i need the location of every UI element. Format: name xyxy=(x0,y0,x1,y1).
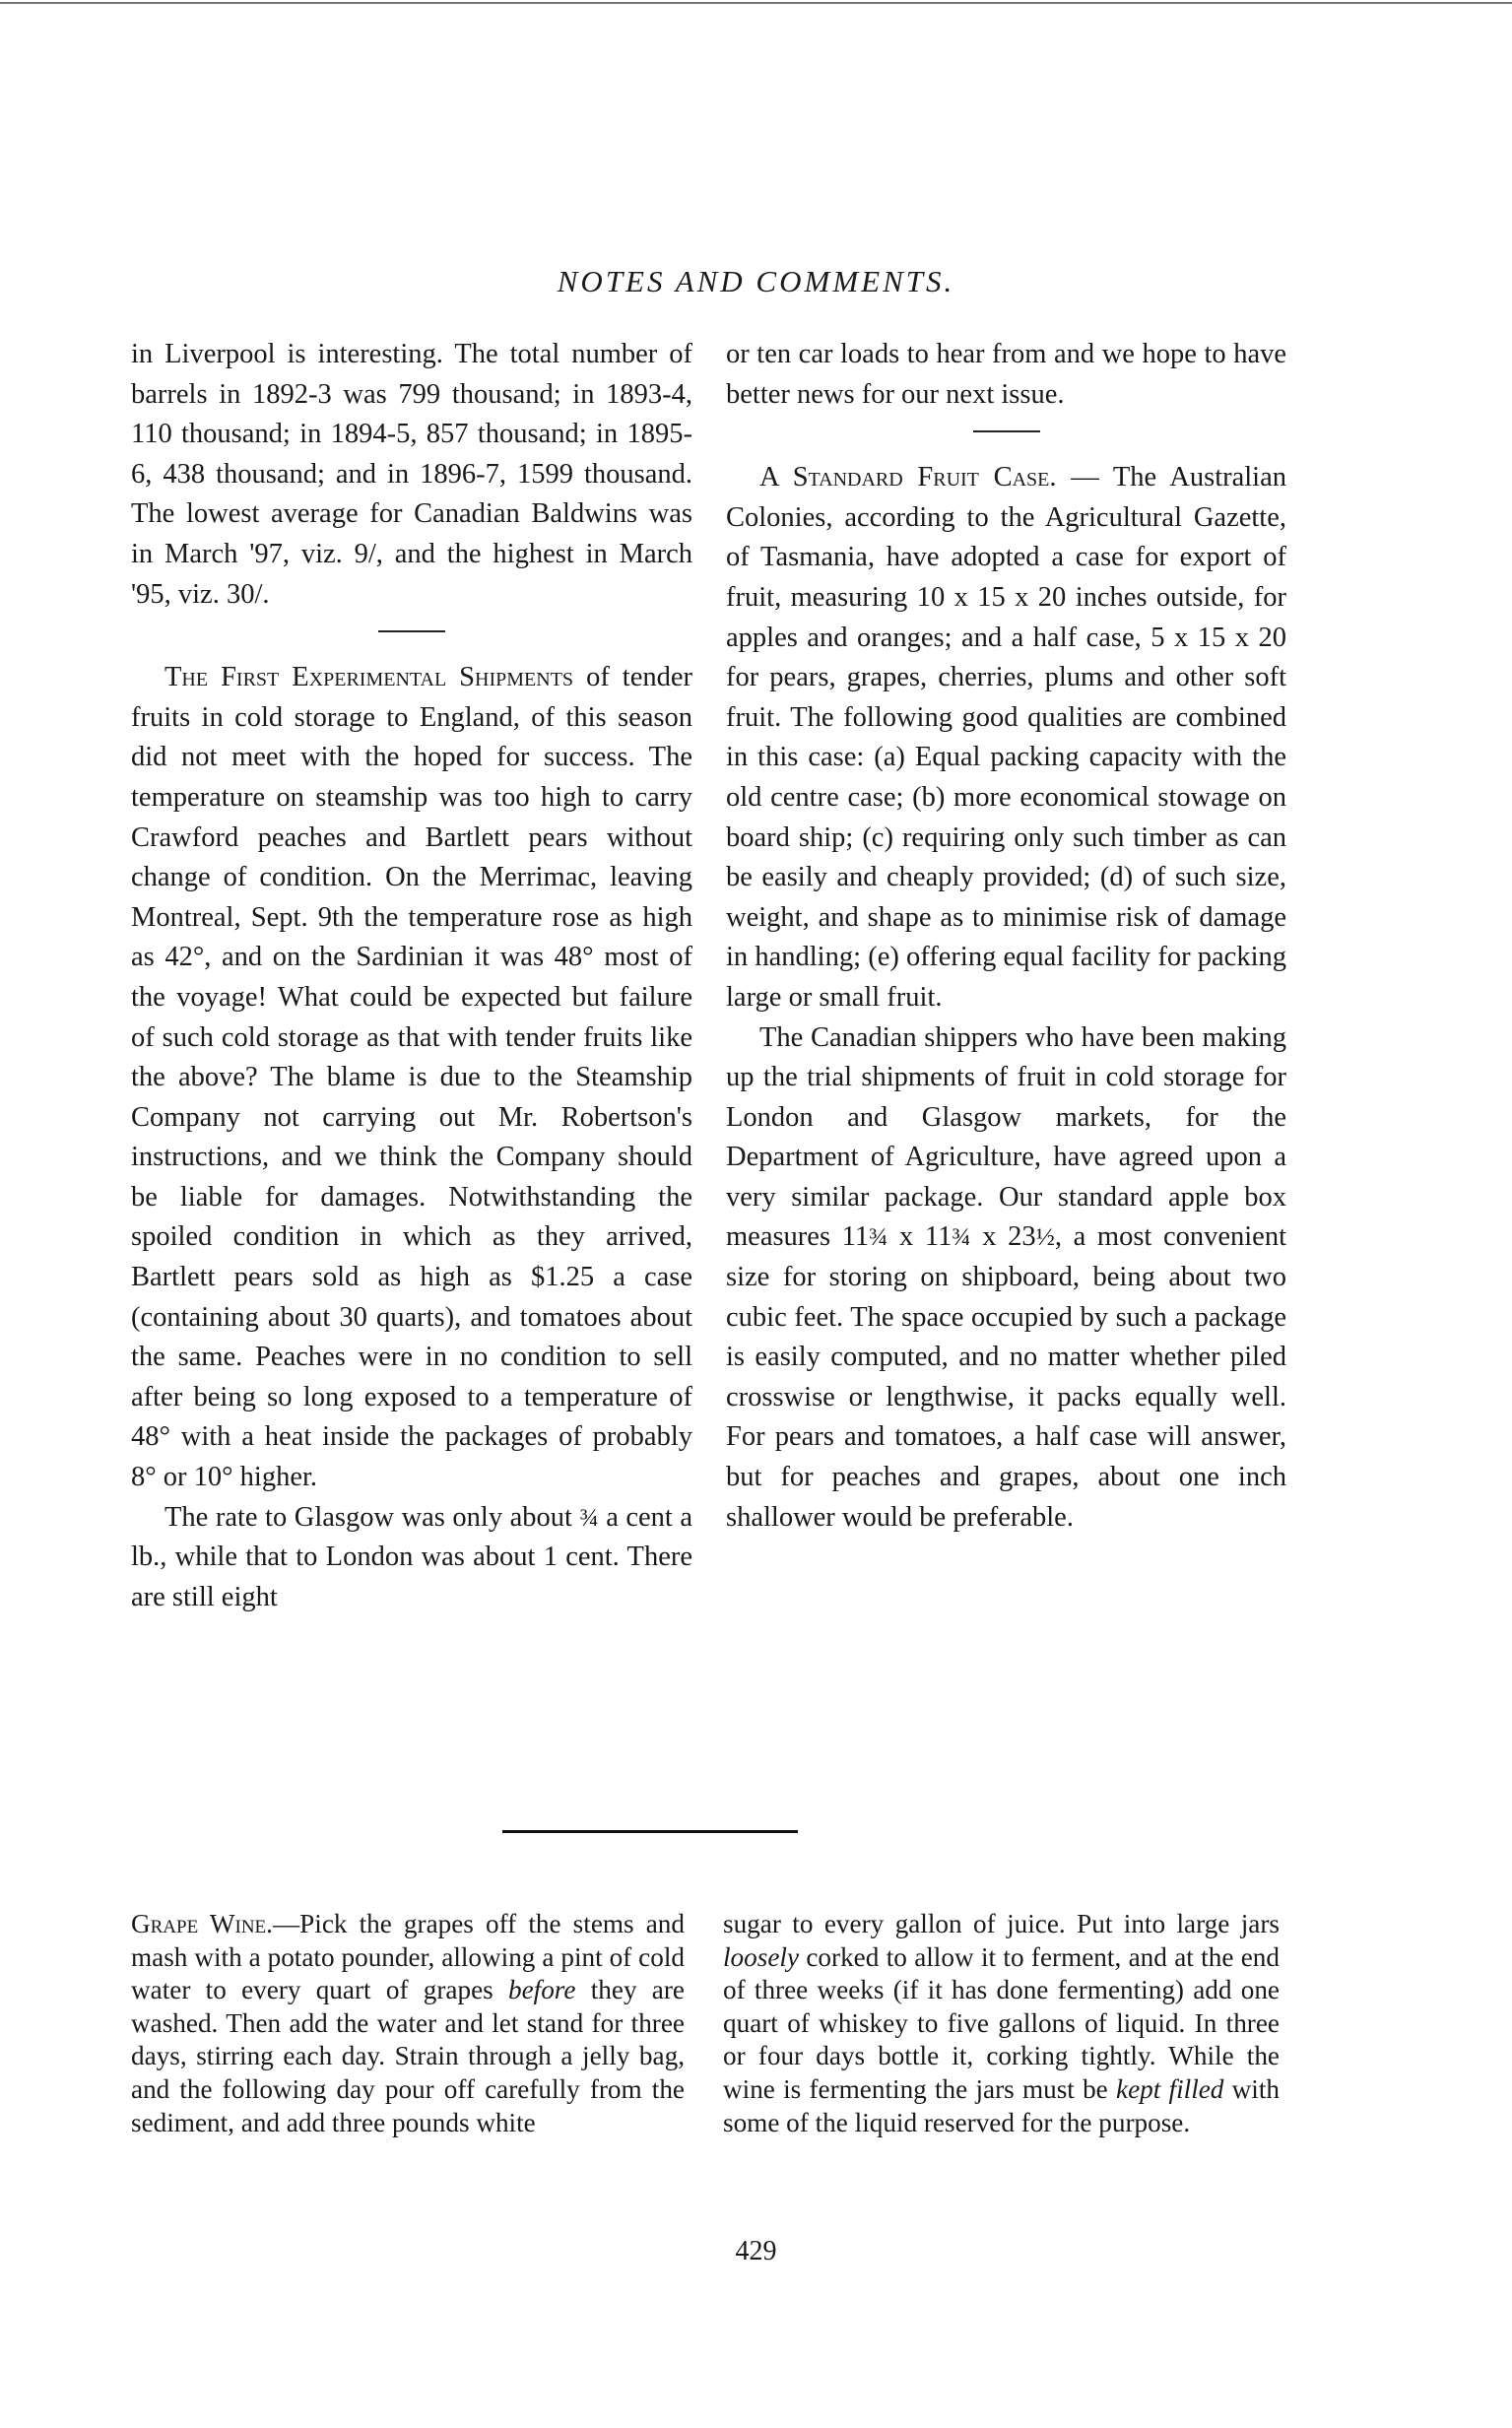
left-paragraph-shipments xyxy=(131,658,692,1497)
shippers-text-d: , a most convenient size for storing on shipboard, being about two cubic feet. The space occupied by such a package is easily computed, and no matter whether piled crosswise or lengthwise, it packs equally well. For pears and tomatoes, a half case will answer, but for peaches and grapes, about one inch shallower would be preferable. xyxy=(726,1221,1286,1533)
page-number: 429 xyxy=(735,2236,777,2266)
left-column xyxy=(131,335,692,1617)
grape-wine-emphasis-kept-filled: kept filled xyxy=(1116,2073,1224,2104)
shippers-text-c: x 23 xyxy=(970,1221,1036,1253)
shippers-text-a: The Canadian shippers who have been making up the trial shipments of fruit in cold storage for London and Glasgow markets, for the Department of Agriculture, have agreed upon a very similar package. Our standard apple box measures 11 xyxy=(726,1021,1286,1253)
rates-text-b: a cent a lb., while that to London was about 1 cent. There are still eight xyxy=(131,1501,692,1612)
shipments-body: of tender fruits in cold storage to England, of this season did not meet with the hoped for success. The temperature on steamship was too high to carry Crawford peaches and Bartlett pears without change of condition. On the Merrimac, leaving Montreal, Sept. 9th the temperature rose as high as 42°, and on the Sardinian it was 48° most of the voyage! What could be expected but failure of such cold storage as that with tender fruits like the above? The blame is due to the Steamship Company not carrying out Mr. Robertson's instructions, and we think the Company should be liable for damages. Notwithstanding the spoiled condition in which as they arrived, Bartlett pears sold as high as $1.25 a case (containing about 30 quarts), and tomatoes about the same. Peaches were in no condition to sell after being so long exposed to a temperature of 48° with a heat inside the packages of probably 8° or 10° higher. xyxy=(131,662,693,1493)
grape-wine-right-column xyxy=(723,1908,1280,2139)
shippers-text-b: x 11 xyxy=(887,1221,953,1253)
grape-wine-text-e: with some of the liquid reserved for the purpose. xyxy=(723,2073,1280,2137)
left-paragraph-rates xyxy=(131,1498,692,1618)
grape-wine-paragraph-end xyxy=(723,1908,1280,2139)
section-heading-shipments: The First Experimental Shipments xyxy=(164,662,574,693)
fraction-three: ½ xyxy=(1035,1222,1055,1252)
fraction-two: ¾ xyxy=(952,1222,971,1252)
section-heading-grape-wine: Grape Wine. xyxy=(131,1909,273,1938)
rates-text-a: The rate to Glasgow was only about xyxy=(164,1501,572,1533)
section-heading-fruit-case: A Standard Fruit Case. xyxy=(759,462,1057,493)
grape-wine-text-c: sugar to every gallon of juice. Put into large jars xyxy=(723,1909,1280,1938)
grape-wine-text-d: corked to allow it to ferment, and at the end of three weeks (if it has done fermenting) add one quart of whiskey to five gallons of liquid. In three or four days bottle it, corking tightly. While the wine is fermenting the jars must be xyxy=(723,1941,1280,2104)
section-divider xyxy=(973,430,1040,432)
grape-wine-emphasis-before: before xyxy=(508,1975,576,2005)
top-edge-rule xyxy=(0,2,1512,4)
running-head: NOTES AND COMMENTS. xyxy=(557,264,955,298)
right-paragraph-fruit-case xyxy=(726,458,1286,1017)
rates-fraction: ¾ xyxy=(579,1502,599,1532)
grape-wine-paragraph-start xyxy=(131,1908,685,2139)
right-paragraph-canadian-shippers xyxy=(726,1018,1286,1539)
grape-wine-text-a: —Pick the grapes off the stems and mash with a potato pounder, allowing a pint of cold water to every quart of grapes xyxy=(131,1909,685,2005)
fraction-one: ¾ xyxy=(869,1222,888,1252)
left-paragraph-liverpool: in Liverpool is interesting. The total number of barrels in 1892-3 was 799 thousand; in 1893-4, 110 thousand; in 1894-5, 857 thousand; in 1895-6, 438 thousand; and in 1896-7, 1599 thousand. The lowest average for Canadian Baldwins was in March '97, viz. 9/, and the highest in March '95, viz. 30/. xyxy=(131,339,692,610)
section-divider xyxy=(378,630,445,632)
grape-wine-left-column xyxy=(131,1908,685,2139)
fruit-case-body: — The Australian Colonies, according to the Agricultural Gazette, of Tasmania, have adopted a case for export of fruit, measuring 10 x 15 x 20 inches outside, for apples and oranges; and a half case, 5 x 15 x 20 for pears, grapes, cherries, plums and other soft fruit. The following good qualities are combined in this case: (a) Equal packing capacity with the old centre case; (b) more economical stowage on board ship; (c) requiring only such timber as can be easily and cheaply provided; (d) of such size, weight, and shape as to minimise risk of damage in handling; (e) offering equal facility for packing large or small fruit. xyxy=(726,462,1286,1013)
section-separator-rule xyxy=(502,1830,798,1833)
right-column xyxy=(726,335,1286,1538)
grape-wine-emphasis-loosely: loosely xyxy=(723,1941,800,1972)
right-paragraph-carloads: or ten car loads to hear from and we hope to have better news for our next issue. xyxy=(726,339,1286,410)
grape-wine-text-b: they are washed. Then add the water and let stand for three days, stirring each day. Strain through a jelly bag, and the following day pour off carefully from the sediment, and add three pounds white xyxy=(131,1975,685,2137)
